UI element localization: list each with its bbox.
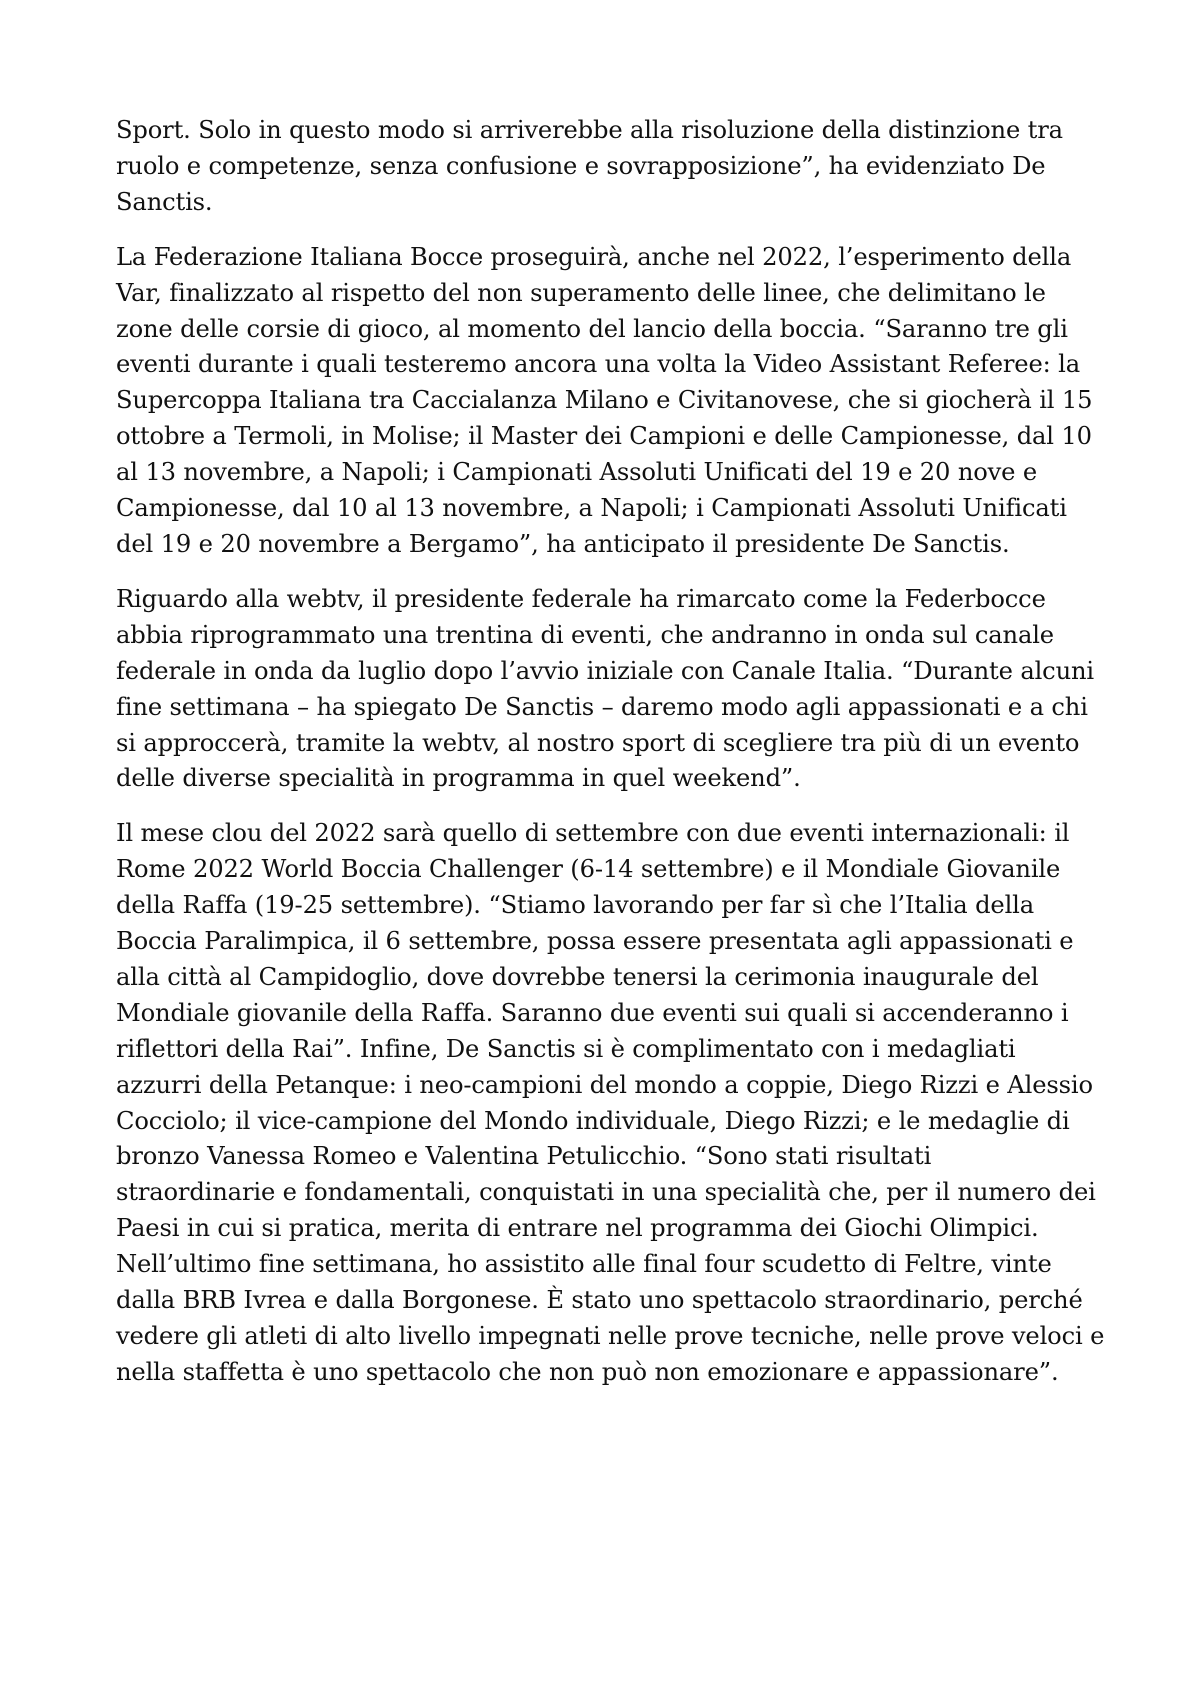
text-line: della Raffa (19-25 settembre). “Stiamo lavorando per far sì che l’Italia della xyxy=(116,891,1035,920)
text-line: dalla BRB Ivrea e dalla Borgonese. È stato uno spettacolo straordinario, perché xyxy=(116,1286,1083,1315)
text-line: federale in onda da luglio dopo l’avvio iniziale con Canale Italia. “Durante alcuni xyxy=(116,656,1095,685)
text-line: Rome 2022 World Boccia Challenger (6-14 settembre) e il Mondiale Giovanile xyxy=(116,855,1061,884)
text-line: Var, finalizzato al rispetto del non superamento delle linee, che delimitano le xyxy=(116,278,1046,307)
text-line: Il mese clou del 2022 sarà quello di settembre con due eventi internazionali: il xyxy=(116,819,1070,848)
text-line: del 19 e 20 novembre a Bergamo”, ha anticipato il presidente De Sanctis. xyxy=(116,529,1010,558)
text-line: Boccia Paralimpica, il 6 settembre, possa essere presentata agli appassionati e xyxy=(116,927,1074,956)
text-line: Mondiale giovanile della Raffa. Saranno due eventi sui quali si accenderanno i xyxy=(116,998,1069,1027)
text-line: Sanctis. xyxy=(116,187,213,216)
text-line: zone delle corsie di gioco, al momento del lancio della boccia. “Saranno tre gli xyxy=(116,314,1068,343)
text-line: abbia riprogrammato una trentina di eventi, che andranno in onda sul canale xyxy=(116,620,1054,649)
text-line: La Federazione Italiana Bocce proseguirà, anche nel 2022, l’esperimento della xyxy=(116,242,1072,271)
text-line: ruolo e competenze, senza confusione e sovrapposizione”, ha evidenziato De xyxy=(116,151,1046,180)
text-line: Sport. Solo in questo modo si arriverebbe alla risoluzione della distinzione tra xyxy=(116,116,1063,144)
article-body xyxy=(116,113,1105,1410)
text-line: eventi durante i quali testeremo ancora una volta la Video Assistant Referee: la xyxy=(116,350,1081,379)
text-line: Supercoppa Italiana tra Caccialanza Milano e Civitanovese, che si giocherà il 15 xyxy=(116,386,1093,415)
text-line: ottobre a Termoli, in Molise; il Master dei Campioni e delle Campionesse, dal 10 xyxy=(116,422,1092,451)
text-line: Campionesse, dal 10 al 13 novembre, a Napoli; i Campionati Assoluti Unificati xyxy=(116,494,1067,523)
paragraph-4 xyxy=(116,816,1105,1391)
text-line: fine settimana – ha spiegato De Sanctis – daremo modo agli appassionati e a chi xyxy=(116,692,1088,721)
text-line: delle diverse specialità in programma in quel weekend”. xyxy=(116,764,801,793)
text-line: alla città al Campidoglio, dove dovrebbe tenersi la cerimonia inaugurale del xyxy=(116,962,1039,991)
text-line: Riguardo alla webtv, il presidente federale ha rimarcato come la Federbocce xyxy=(116,584,1046,613)
text-line: si approccerà, tramite la webtv, al nostro sport di scegliere tra più di un evento xyxy=(116,728,1080,757)
text-line: azzurri della Petanque: i neo-campioni del mondo a coppie, Diego Rizzi e Alessio xyxy=(116,1070,1093,1099)
text-line: Paesi in cui si pratica, merita di entrare nel programma dei Giochi Olimpici. xyxy=(116,1214,1039,1243)
text-line: riflettori della Rai”. Infine, De Sanctis si è complimentato con i medagliati xyxy=(116,1034,1016,1063)
paragraph-2 xyxy=(116,240,1093,563)
paragraph-3 xyxy=(116,582,1095,797)
text-line: Nell’ultimo fine settimana, ho assistito alle final four scudetto di Feltre, vinte xyxy=(116,1250,1052,1279)
text-line: al 13 novembre, a Napoli; i Campionati Assoluti Unificati del 19 e 20 nove e xyxy=(116,458,1038,487)
text-line: straordinarie e fondamentali, conquistati in una specialità che, per il numero dei xyxy=(116,1178,1096,1207)
text-line: vedere gli atleti di alto livello impegnati nelle prove tecniche, nelle prove veloci e xyxy=(116,1322,1105,1350)
paragraph-1 xyxy=(116,113,1086,221)
text-line: bronzo Vanessa Romeo e Valentina Petulicchio. “Sono stati risultati xyxy=(116,1142,932,1171)
text-line: nella staffetta è uno spettacolo che non può non emozionare e appassionare”. xyxy=(116,1357,1059,1386)
text-line: Cocciolo; il vice-campione del Mondo individuale, Diego Rizzi; e le medaglie di xyxy=(116,1106,1070,1135)
